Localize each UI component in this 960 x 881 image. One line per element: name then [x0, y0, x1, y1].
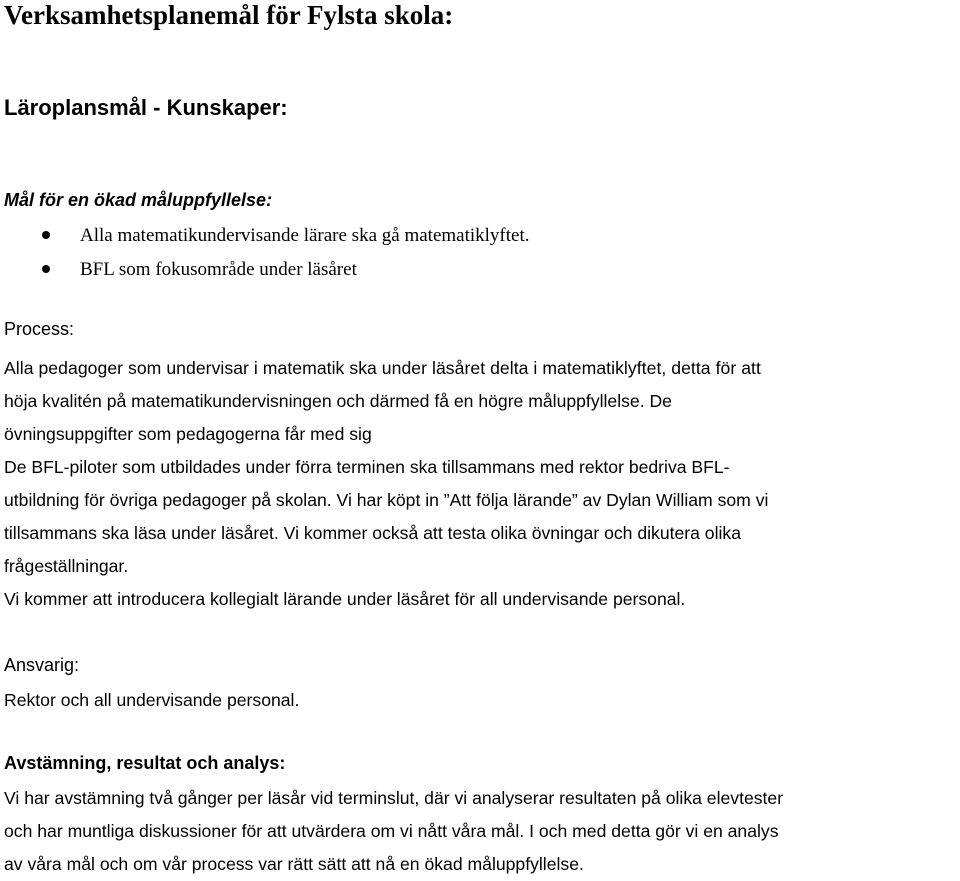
paragraph-line: av våra mål och om vår process var rätt sätt att nå en ökad måluppfyllelse. — [4, 854, 584, 874]
list-item — [0, 256, 530, 290]
evaluation-label: Avstämning, resultat och analys: — [4, 753, 286, 773]
process-label: Process: — [4, 319, 75, 339]
paragraph-line: frågeställningar. — [4, 556, 129, 576]
bullet-text: Alla matematikundervisande lärare ska gå matematiklyftet. — [80, 225, 530, 246]
bullet-icon — [42, 265, 50, 273]
paragraph-line: och har muntliga diskussioner för att utvärdera om vi nått våra mål. I och med detta gör vi en analys — [4, 821, 779, 841]
responsible-label: Ansvarig: — [4, 655, 80, 675]
document-title: Verksamhetsplanemål för Fylsta skola: — [4, 0, 454, 30]
process-paragraph — [4, 352, 768, 616]
section-heading-curriculum-goals: Läroplansmål - Kunskaper: — [4, 95, 288, 120]
goal-heading: Mål för en ökad måluppfyllelse: — [4, 190, 273, 210]
paragraph-line: övningsuppgifter som pedagogerna får med sig — [4, 424, 372, 444]
paragraph-line: tillsammans ska läsa under läsåret. Vi kommer också att testa olika övningar och dikutera olika — [4, 523, 741, 543]
responsible-text — [4, 684, 299, 717]
paragraph-line: Alla pedagoger som undervisar i matematik ska under läsåret delta i matematiklyftet, detta för att — [4, 358, 761, 378]
goal-bullet-list — [0, 222, 530, 290]
list-item — [0, 222, 530, 256]
bullet-icon — [42, 231, 50, 239]
evaluation-paragraph — [4, 782, 783, 881]
bullet-text: BFL som fokusområde under läsåret — [80, 259, 357, 280]
paragraph-line: Vi har avstämning två gånger per läsår vid terminslut, där vi analyserar resultaten på olika elevtester — [4, 788, 784, 808]
paragraph-line: De BFL-piloter som utbildades under förra terminen ska tillsammans med rektor bedriva BFL- — [4, 457, 730, 477]
paragraph-line: Vi kommer att introducera kollegialt lärande under läsåret för all undervisande personal. — [4, 589, 686, 609]
paragraph-line: utbildning för övriga pedagoger på skolan. Vi har köpt in ”Att följa lärande” av Dylan William som vi — [4, 490, 769, 510]
paragraph-line: höja kvalitén på matematikundervisningen och därmed få en högre måluppfyllelse. De — [4, 391, 672, 411]
paragraph-line: Rektor och all undervisande personal. — [4, 690, 300, 710]
